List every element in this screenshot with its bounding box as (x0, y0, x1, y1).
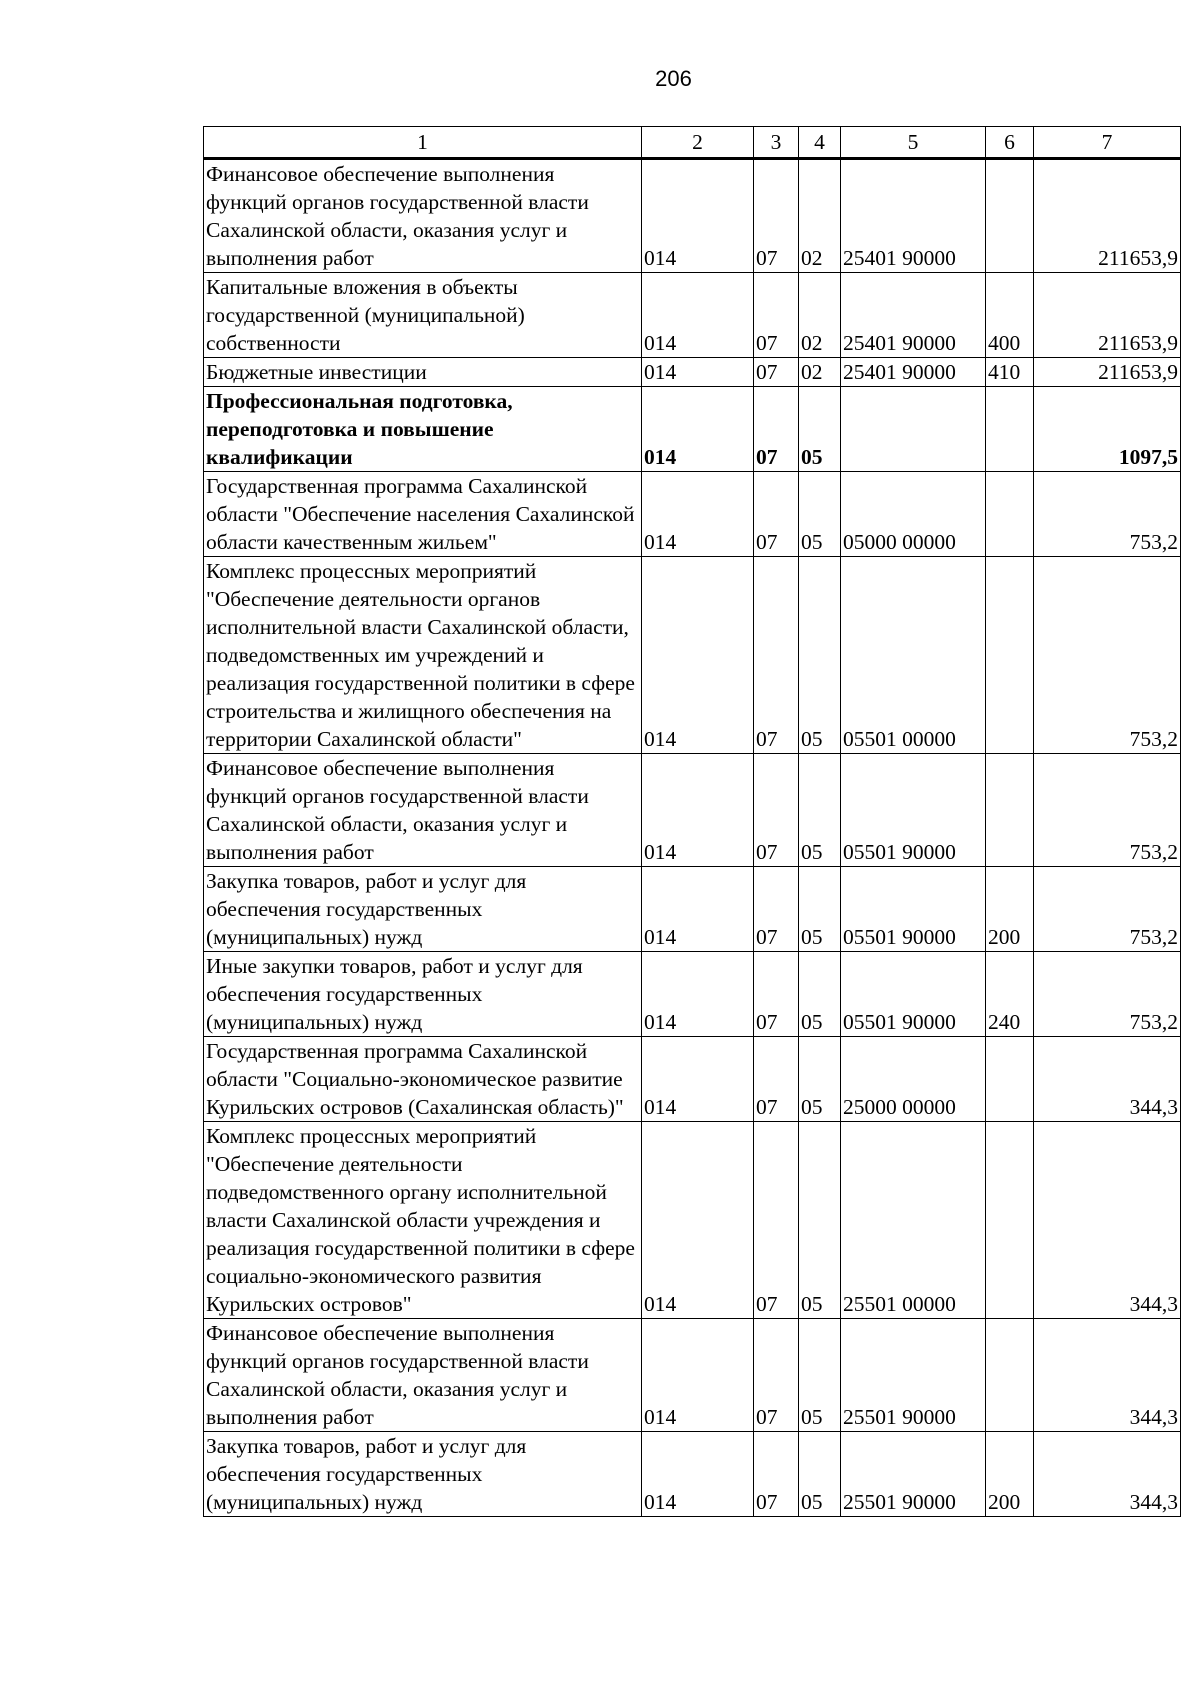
row-ved-code: 014 (642, 472, 754, 557)
header-col-1: 1 (204, 127, 642, 159)
row-section-code: 07 (754, 754, 799, 867)
row-ved-code: 014 (642, 1122, 754, 1319)
row-name: Закупка товаров, работ и услуг для обеспечения государственных (муниципальных) нужд (204, 1432, 642, 1517)
table-row (204, 387, 1181, 472)
row-expense-type (986, 472, 1034, 557)
row-target-article: 05501 00000 (841, 557, 986, 754)
row-expense-type (986, 1037, 1034, 1122)
table-header-row (204, 127, 1181, 159)
row-expense-type (986, 159, 1034, 273)
row-section-code: 07 (754, 273, 799, 358)
header-col-5: 5 (841, 127, 986, 159)
table-row (204, 1432, 1181, 1517)
header-col-4: 4 (799, 127, 841, 159)
row-name: Профессиональная подготовка, переподготовка и повышение квалификации (204, 387, 642, 472)
row-subsection-code: 05 (799, 1432, 841, 1517)
row-amount: 211653,9 (1034, 358, 1181, 387)
row-expense-type: 200 (986, 867, 1034, 952)
row-ved-code: 014 (642, 358, 754, 387)
header-col-7: 7 (1034, 127, 1181, 159)
row-subsection-code: 05 (799, 387, 841, 472)
row-target-article: 25401 90000 (841, 358, 986, 387)
row-amount: 753,2 (1034, 952, 1181, 1037)
row-section-code: 07 (754, 1432, 799, 1517)
row-amount: 211653,9 (1034, 159, 1181, 273)
row-amount: 344,3 (1034, 1122, 1181, 1319)
row-section-code: 07 (754, 557, 799, 754)
row-ved-code: 014 (642, 1432, 754, 1517)
row-section-code: 07 (754, 1319, 799, 1432)
table-row (204, 754, 1181, 867)
row-amount: 344,3 (1034, 1037, 1181, 1122)
row-name: Иные закупки товаров, работ и услуг для обеспечения государственных (муниципальных) нужд (204, 952, 642, 1037)
table-row (204, 358, 1181, 387)
row-name: Государственная программа Сахалинской области "Социально-экономическое развитие Курильских островов (Сахалинская область)" (204, 1037, 642, 1122)
row-section-code: 07 (754, 952, 799, 1037)
row-ved-code: 014 (642, 1319, 754, 1432)
table-row (204, 1319, 1181, 1432)
header-col-6: 6 (986, 127, 1034, 159)
row-section-code: 07 (754, 867, 799, 952)
row-name: Комплекс процессных мероприятий "Обеспечение деятельности органов исполнительной власти Сахалинской области, подведомственных им учреждений и реализация государственной политики в сфере строительства и жилищного обеспечения на территории Сахалинской области" (204, 557, 642, 754)
row-name: Государственная программа Сахалинской области "Обеспечение населения Сахалинской области качественным жильем" (204, 472, 642, 557)
row-expense-type: 410 (986, 358, 1034, 387)
row-subsection-code: 05 (799, 1037, 841, 1122)
row-target-article: 05000 00000 (841, 472, 986, 557)
row-amount: 1097,5 (1034, 387, 1181, 472)
row-name: Финансовое обеспечение выполнения функций органов государственной власти Сахалинской области, оказания услуг и выполнения работ (204, 754, 642, 867)
row-ved-code: 014 (642, 273, 754, 358)
row-name: Финансовое обеспечение выполнения функций органов государственной власти Сахалинской области, оказания услуг и выполнения работ (204, 1319, 642, 1432)
table-row (204, 273, 1181, 358)
row-section-code: 07 (754, 387, 799, 472)
budget-table (203, 126, 1181, 1517)
row-subsection-code: 05 (799, 1122, 841, 1319)
row-name: Комплекс процессных мероприятий "Обеспечение деятельности подведомственного органу исполнительной власти Сахалинской области учреждения и реализация государственной политики в сфере социально-экономического развития Курильских островов" (204, 1122, 642, 1319)
row-subsection-code: 05 (799, 867, 841, 952)
row-amount: 344,3 (1034, 1432, 1181, 1517)
row-section-code: 07 (754, 472, 799, 557)
row-ved-code: 014 (642, 1037, 754, 1122)
row-amount: 753,2 (1034, 557, 1181, 754)
table-row (204, 867, 1181, 952)
row-name: Капитальные вложения в объекты государственной (муниципальной) собственности (204, 273, 642, 358)
row-subsection-code: 05 (799, 952, 841, 1037)
row-subsection-code: 05 (799, 557, 841, 754)
row-ved-code: 014 (642, 159, 754, 273)
row-ved-code: 014 (642, 387, 754, 472)
row-name: Финансовое обеспечение выполнения функций органов государственной власти Сахалинской области, оказания услуг и выполнения работ (204, 159, 642, 273)
page-number: 206 (655, 66, 692, 91)
table-row (204, 952, 1181, 1037)
row-expense-type (986, 387, 1034, 472)
row-subsection-code: 05 (799, 1319, 841, 1432)
row-target-article (841, 387, 986, 472)
table-row (204, 159, 1181, 273)
row-subsection-code: 05 (799, 754, 841, 867)
row-expense-type: 240 (986, 952, 1034, 1037)
table-row (204, 1122, 1181, 1319)
row-subsection-code: 05 (799, 472, 841, 557)
row-subsection-code: 02 (799, 358, 841, 387)
row-ved-code: 014 (642, 867, 754, 952)
row-expense-type (986, 754, 1034, 867)
row-expense-type: 400 (986, 273, 1034, 358)
row-amount: 753,2 (1034, 867, 1181, 952)
row-target-article: 25401 90000 (841, 159, 986, 273)
table-row (204, 472, 1181, 557)
row-target-article: 25000 00000 (841, 1037, 986, 1122)
row-expense-type: 200 (986, 1432, 1034, 1517)
row-ved-code: 014 (642, 952, 754, 1037)
row-ved-code: 014 (642, 754, 754, 867)
header-col-2: 2 (642, 127, 754, 159)
row-name: Закупка товаров, работ и услуг для обеспечения государственных (муниципальных) нужд (204, 867, 642, 952)
row-amount: 753,2 (1034, 472, 1181, 557)
row-subsection-code: 02 (799, 273, 841, 358)
row-target-article: 25401 90000 (841, 273, 986, 358)
row-amount: 753,2 (1034, 754, 1181, 867)
row-section-code: 07 (754, 358, 799, 387)
row-target-article: 25501 00000 (841, 1122, 986, 1319)
row-expense-type (986, 1319, 1034, 1432)
row-name: Бюджетные инвестиции (204, 358, 642, 387)
row-target-article: 25501 90000 (841, 1432, 986, 1517)
row-section-code: 07 (754, 159, 799, 273)
table-row (204, 557, 1181, 754)
row-amount: 344,3 (1034, 1319, 1181, 1432)
row-target-article: 25501 90000 (841, 1319, 986, 1432)
row-ved-code: 014 (642, 557, 754, 754)
table-row (204, 1037, 1181, 1122)
row-target-article: 05501 90000 (841, 867, 986, 952)
row-target-article: 05501 90000 (841, 754, 986, 867)
row-section-code: 07 (754, 1122, 799, 1319)
row-section-code: 07 (754, 1037, 799, 1122)
row-subsection-code: 02 (799, 159, 841, 273)
row-expense-type (986, 557, 1034, 754)
row-target-article: 05501 90000 (841, 952, 986, 1037)
header-col-3: 3 (754, 127, 799, 159)
row-expense-type (986, 1122, 1034, 1319)
row-amount: 211653,9 (1034, 273, 1181, 358)
